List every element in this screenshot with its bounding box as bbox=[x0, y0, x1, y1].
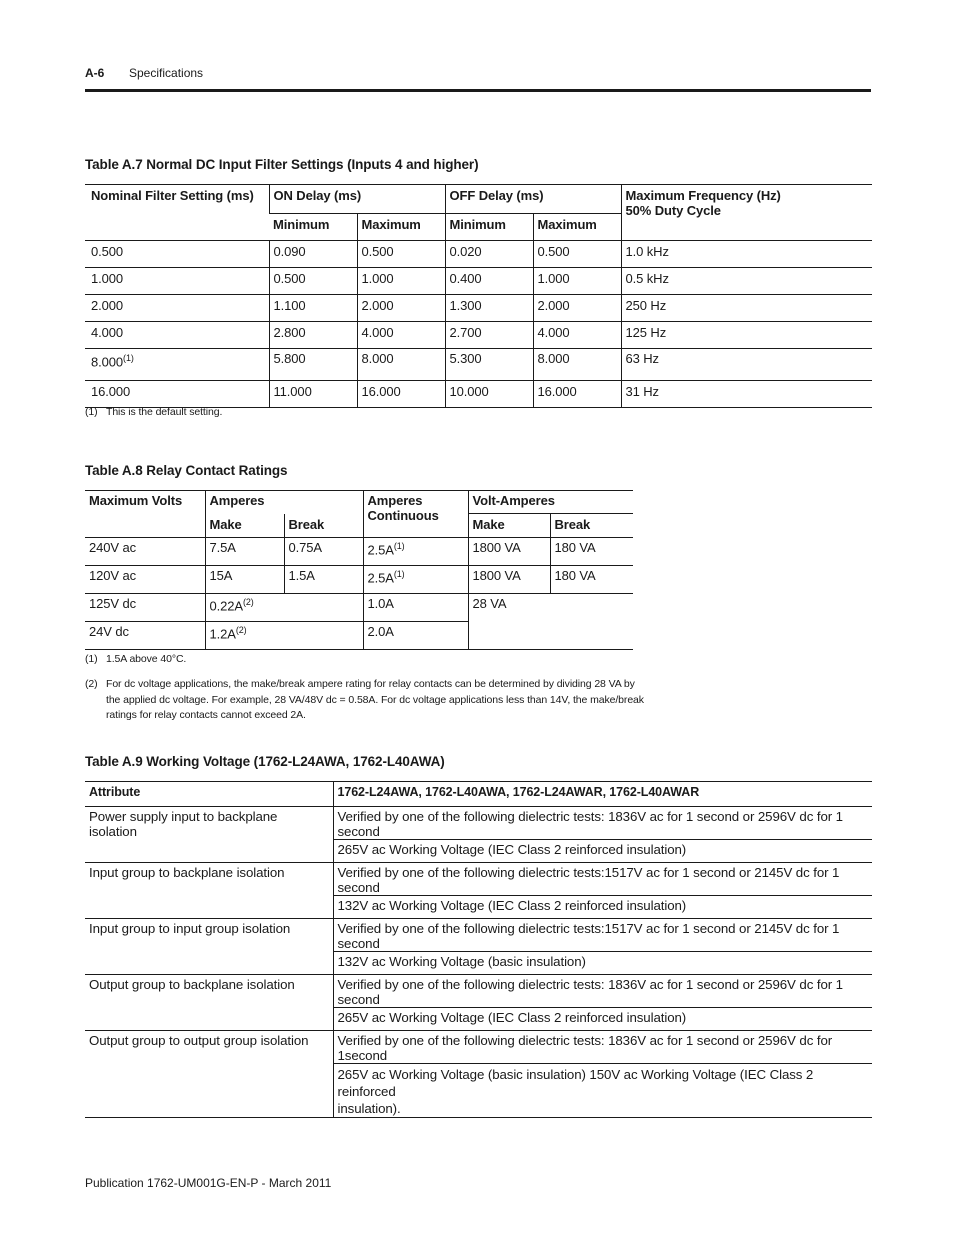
cell-nominal: 1.000 bbox=[85, 268, 269, 295]
table-row bbox=[85, 975, 872, 1008]
cell-attribute: Power supply input to backplane isolation bbox=[85, 807, 333, 863]
cell-nominal-value: 8.000 bbox=[91, 354, 124, 370]
cell-freq: 0.5 kHz bbox=[621, 268, 872, 295]
header-off-min: Minimum bbox=[445, 214, 533, 241]
header-nominal: Nominal Filter Setting (ms) bbox=[85, 185, 269, 241]
cell-freq: 1.0 kHz bbox=[621, 241, 872, 268]
cell-va-break: 180 VA bbox=[550, 538, 633, 566]
table-a8 bbox=[85, 490, 633, 650]
cell-break: 0.75A bbox=[284, 538, 363, 566]
cell-va-make: 1800 VA bbox=[468, 538, 550, 566]
cell-volt-amperes: 28 VA bbox=[468, 594, 633, 650]
table-row bbox=[85, 322, 872, 349]
cell-working-voltage: 132V ac Working Voltage (basic insulation) bbox=[333, 952, 872, 975]
cell-on-min: 0.500 bbox=[269, 268, 357, 295]
header-va-break: Break bbox=[550, 514, 633, 538]
cell-nominal: 2.000 bbox=[85, 295, 269, 322]
footnote-line: the applied dc voltage. For example, 28 VA/48V dc = 0.58A. For dc voltage applications less than 14V, the make/break bbox=[106, 693, 644, 706]
cell-nominal: 0.500 bbox=[85, 241, 269, 268]
cell-break: 1.5A bbox=[284, 566, 363, 594]
cell-on-min: 5.800 bbox=[269, 349, 357, 381]
cell-test: Verified by one of the following dielectric tests: 1836V ac for 1 second or 2596V dc for 1second bbox=[333, 1031, 872, 1064]
header-amp-make: Make bbox=[205, 514, 284, 538]
header-volt-amperes: Volt-Amperes bbox=[468, 491, 633, 514]
cell-make: 15A bbox=[205, 566, 284, 594]
cell-off-min: 1.300 bbox=[445, 295, 533, 322]
table-a7-footnote bbox=[85, 405, 485, 421]
cell-volts: 24V dc bbox=[85, 622, 205, 650]
cell-amperes-value: 1.2A bbox=[209, 626, 236, 642]
cell-test: Verified by one of the following dielectric tests: 1836V ac for 1 second or 2596V dc for 1 second bbox=[333, 975, 872, 1008]
footnote-line: For dc voltage applications, the make/break ampere rating for relay contacts can be determined by dividing 28 VA by bbox=[106, 678, 635, 690]
header-max-volts: Maximum Volts bbox=[85, 491, 205, 538]
cell-continuous bbox=[363, 538, 468, 566]
footnote-line: ratings for relay contacts cannot exceed 2A. bbox=[106, 709, 306, 721]
footnote-text: 1.5A above 40°C. bbox=[106, 653, 187, 665]
cell-test: Verified by one of the following dielectric tests:1517V ac for 1 second or 2145V dc for 1 second bbox=[333, 919, 872, 952]
cell-attribute: Input group to backplane isolation bbox=[85, 863, 333, 919]
table-row bbox=[85, 381, 872, 408]
footnote-ref: (2) bbox=[242, 597, 254, 607]
footnote-number: (2) bbox=[85, 678, 98, 690]
cell-test: Verified by one of the following dielectric tests: 1836V ac for 1 second or 2596V dc for 1 second bbox=[333, 807, 872, 840]
table-row bbox=[85, 919, 872, 952]
footnote-ref: (2) bbox=[235, 625, 247, 635]
cell-off-max: 0.500 bbox=[533, 241, 621, 268]
header-max-frequency-line1: Maximum Frequency (Hz) bbox=[625, 188, 781, 203]
cell-off-min: 0.020 bbox=[445, 241, 533, 268]
table-row bbox=[85, 594, 633, 622]
cell-amperes bbox=[205, 622, 363, 650]
footnote-text: This is the default setting. bbox=[106, 406, 223, 418]
header-amperes-continuous-line1: Amperes bbox=[367, 493, 423, 508]
cell-va-break: 180 VA bbox=[550, 566, 633, 594]
cell-volts: 240V ac bbox=[85, 538, 205, 566]
cell-off-max: 1.000 bbox=[533, 268, 621, 295]
header-amperes-continuous-line2: Continuous bbox=[367, 508, 439, 523]
table-row bbox=[85, 538, 633, 566]
footnote-ref: (1) bbox=[393, 569, 405, 579]
cell-attribute: Input group to input group isolation bbox=[85, 919, 333, 975]
cell-nominal: 16.000 bbox=[91, 384, 131, 399]
cell-make: 7.5A bbox=[205, 538, 284, 566]
cell-on-max: 1.000 bbox=[357, 268, 445, 295]
header-on-delay: ON Delay (ms) bbox=[269, 185, 445, 214]
cell-on-max: 2.000 bbox=[357, 295, 445, 322]
cell-va-make: 1800 VA bbox=[468, 566, 550, 594]
cell-attribute: Output group to output group isolation bbox=[89, 1033, 309, 1048]
cell-working-voltage: 265V ac Working Voltage (IEC Class 2 reinforced insulation) bbox=[333, 840, 872, 863]
cell-attribute: Output group to backplane isolation bbox=[85, 975, 333, 1031]
cell-working-voltage-line2: insulation). bbox=[337, 1101, 401, 1116]
cell-off-max: 16.000 bbox=[533, 381, 621, 408]
cell-off-max: 8.000 bbox=[533, 349, 621, 381]
cell-freq: 63 Hz bbox=[621, 349, 872, 381]
table-a7 bbox=[85, 184, 872, 408]
header-max-frequency-line2: 50% Duty Cycle bbox=[625, 203, 721, 218]
cell-off-min: 5.300 bbox=[445, 349, 533, 381]
table-row bbox=[85, 566, 633, 594]
cell-on-min: 1.100 bbox=[269, 295, 357, 322]
cell-nominal bbox=[85, 349, 269, 381]
cell-volts: 125V dc bbox=[85, 594, 205, 622]
footnote-number: (1) bbox=[85, 406, 98, 418]
header-models: 1762-L24AWA, 1762-L40AWA, 1762-L24AWAR, 1762-L40AWAR bbox=[333, 782, 872, 807]
cell-on-max: 0.500 bbox=[357, 241, 445, 268]
header-off-max: Maximum bbox=[533, 214, 621, 241]
cell-continuous-value: 2.5A bbox=[367, 542, 394, 558]
header-max-frequency bbox=[621, 185, 872, 241]
header-amp-break: Break bbox=[284, 514, 363, 538]
table-row bbox=[85, 295, 872, 322]
footnote-ref: (1) bbox=[123, 353, 134, 363]
page-number: A-6 bbox=[85, 66, 105, 80]
cell-amperes bbox=[205, 594, 363, 622]
table-a8-footnote-2 bbox=[85, 677, 645, 725]
header-amperes-continuous bbox=[363, 491, 468, 538]
cell-off-max: 2.000 bbox=[533, 295, 621, 322]
table-a9 bbox=[85, 781, 872, 1118]
cell-working-voltage-line1: 265V ac Working Voltage (basic insulation) 150V ac Working Voltage (IEC Class 2 reinforced bbox=[337, 1067, 814, 1099]
cell-working-voltage bbox=[333, 1064, 872, 1118]
cell-test: Verified by one of the following dielectric tests:1517V ac for 1 second or 2145V dc for 1 second bbox=[333, 863, 872, 896]
cell-on-min: 2.800 bbox=[269, 322, 357, 349]
header-rule bbox=[85, 89, 871, 92]
table-row bbox=[85, 241, 872, 268]
header-attribute: Attribute bbox=[85, 782, 333, 807]
cell-continuous: 2.0A bbox=[363, 622, 468, 650]
table-a8-footnote-1 bbox=[85, 652, 645, 668]
footnote-text bbox=[106, 677, 644, 724]
footnote-ref: (1) bbox=[393, 541, 405, 551]
cell-volts: 120V ac bbox=[85, 566, 205, 594]
cell-freq: 250 Hz bbox=[621, 295, 872, 322]
cell-off-min: 0.400 bbox=[445, 268, 533, 295]
cell-continuous-value: 2.5A bbox=[367, 570, 394, 586]
header-on-min: Minimum bbox=[269, 214, 357, 241]
cell-off-min: 2.700 bbox=[445, 322, 533, 349]
cell-nominal: 4.000 bbox=[85, 322, 269, 349]
cell-on-min: 0.090 bbox=[269, 241, 357, 268]
table-row bbox=[85, 268, 872, 295]
table-row bbox=[85, 1031, 872, 1064]
cell-continuous bbox=[363, 566, 468, 594]
footnote-number: (1) bbox=[85, 653, 98, 665]
cell-on-min: 11.000 bbox=[269, 381, 357, 408]
cell-off-max: 4.000 bbox=[533, 322, 621, 349]
publication-footer: Publication 1762-UM001G-EN-P - March 2011 bbox=[85, 1176, 332, 1190]
header-va-make: Make bbox=[468, 514, 550, 538]
cell-freq: 31 Hz bbox=[621, 381, 872, 408]
cell-on-max: 16.000 bbox=[357, 381, 445, 408]
cell-on-max: 8.000 bbox=[357, 349, 445, 381]
cell-amperes-value: 0.22A bbox=[209, 598, 243, 614]
table-a7-caption: Table A.7 Normal DC Input Filter Settings (Inputs 4 and higher) bbox=[85, 157, 479, 172]
table-row bbox=[85, 349, 872, 381]
cell-on-max: 4.000 bbox=[357, 322, 445, 349]
header-off-delay: OFF Delay (ms) bbox=[445, 185, 621, 214]
section-title: Specifications bbox=[129, 66, 204, 80]
header-amperes: Amperes bbox=[205, 491, 363, 514]
table-row bbox=[85, 807, 872, 840]
cell-working-voltage: 132V ac Working Voltage (IEC Class 2 reinforced insulation) bbox=[333, 896, 872, 919]
table-row bbox=[85, 863, 872, 896]
cell-freq: 125 Hz bbox=[621, 322, 872, 349]
header-on-max: Maximum bbox=[357, 214, 445, 241]
cell-off-min: 10.000 bbox=[445, 381, 533, 408]
cell-continuous: 1.0A bbox=[363, 594, 468, 622]
table-a8-caption: Table A.8 Relay Contact Ratings bbox=[85, 463, 288, 478]
cell-working-voltage: 265V ac Working Voltage (IEC Class 2 reinforced insulation) bbox=[333, 1008, 872, 1031]
table-a9-caption: Table A.9 Working Voltage (1762-L24AWA, 1762-L40AWA) bbox=[85, 754, 445, 769]
